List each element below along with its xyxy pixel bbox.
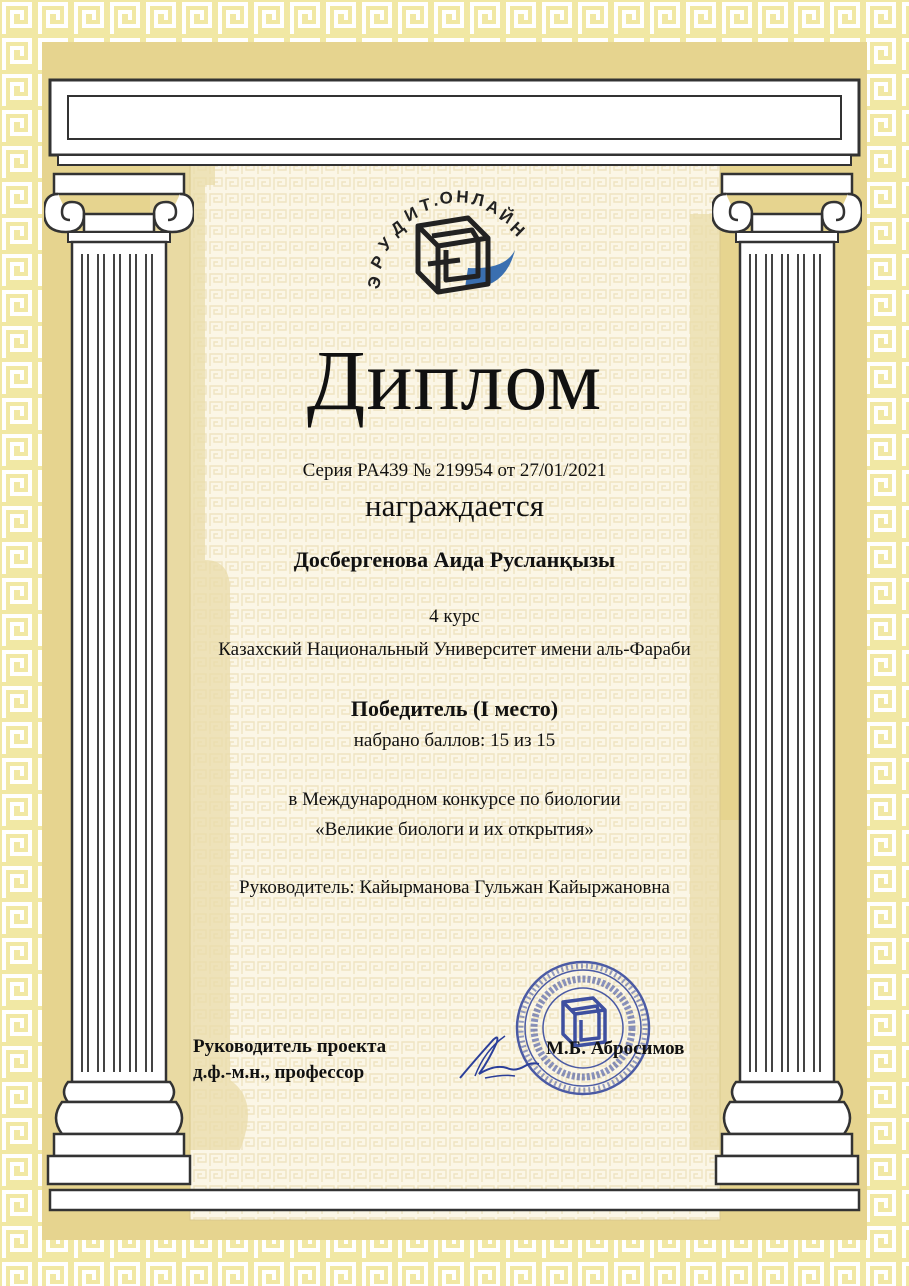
svg-text:Р: Р [367, 252, 390, 272]
svg-text:Н: Н [455, 187, 470, 207]
svg-text:И: И [401, 203, 421, 226]
diploma-title: Диплом [306, 332, 603, 428]
course-label: 4 курс [429, 606, 480, 627]
score-result: набрано баллов: 15 из 15 [353, 730, 556, 751]
recipient-name: Досбергенова Аида Русланқызы [293, 547, 616, 572]
project-lead-role: Руководитель проекта [193, 1036, 387, 1057]
svg-text:Й: Й [495, 205, 517, 228]
svg-text:Э: Э [363, 273, 386, 292]
project-lead-degree: д.ф.-м.н., профессор [193, 1062, 365, 1083]
svg-text:Т: Т [417, 194, 434, 216]
signer-name: М.Б. Абросимов [546, 1038, 685, 1059]
svg-text:Н: Н [506, 218, 529, 241]
svg-text:.: . [431, 190, 440, 210]
contest-description: в Международном конкурсе по биологии [288, 789, 621, 810]
svg-text:У: У [374, 234, 397, 255]
svg-text:А: А [483, 196, 503, 219]
diploma-series-number: Серия PA439 № 219954 от 27/01/2021 [302, 460, 607, 481]
svg-text:Л: Л [470, 189, 486, 211]
awarded-label: награждается [365, 488, 544, 523]
organization-seal-icon [513, 958, 653, 1098]
impossible-cube-icon [363, 180, 530, 310]
university-name: Казахский Национальный Университет имени аль-Фараби [218, 639, 691, 660]
svg-text:О: О [438, 188, 454, 208]
place-result: Победитель (I место) [350, 696, 559, 721]
svg-text:Д: Д [387, 216, 409, 240]
supervisor-name: Руководитель: Кайырманова Гульжан Кайыржановна [239, 877, 670, 898]
contest-name: «Великие биологи и их открытия» [315, 819, 594, 840]
